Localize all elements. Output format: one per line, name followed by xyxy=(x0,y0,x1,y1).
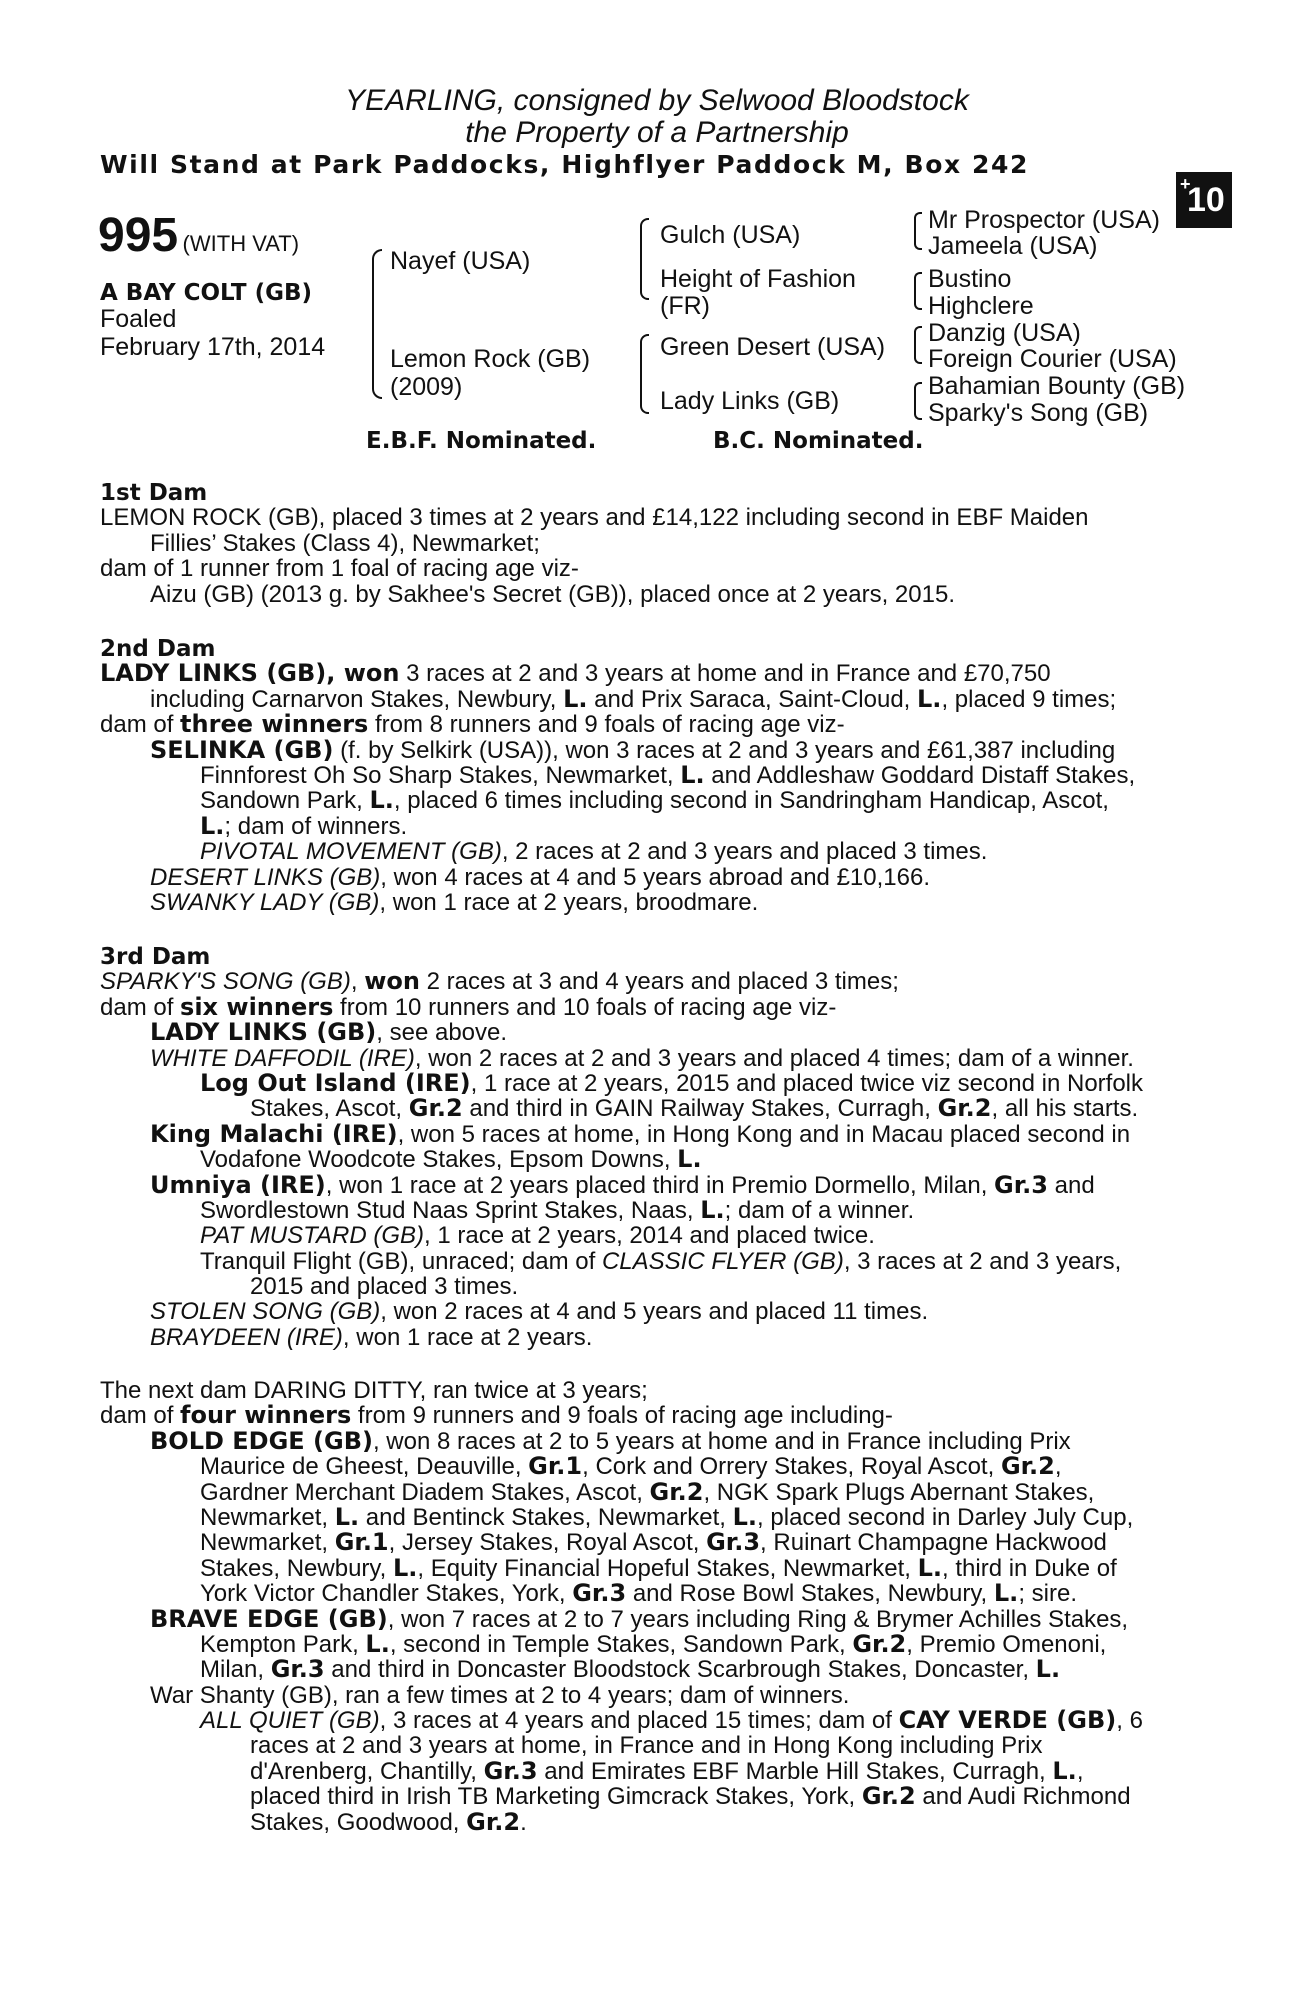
g4-2: Jameela (USA) xyxy=(928,232,1098,260)
ebf-nominated: E.B.F. Nominated. xyxy=(366,428,597,454)
first-dam-line: LEMON ROCK (GB), placed 3 times at 2 years and £14,122 including second in EBF Maiden xyxy=(100,504,1089,532)
dam: Lemon Rock (GB) xyxy=(390,345,591,373)
brace-g4-3 xyxy=(914,326,922,364)
lot-number-block xyxy=(98,208,299,263)
g4-6: Foreign Courier (USA) xyxy=(928,345,1177,373)
pedigree-brace-g1 xyxy=(372,249,382,399)
next-dam-line: races at 2 and 3 years at home, in France and in Hong Kong including Prix xyxy=(250,1732,1043,1760)
next-dam-line xyxy=(100,1426,1204,1455)
first-dam-line: Fillies’ Stakes (Class 4), Newmarket; xyxy=(150,529,540,557)
listed-mark: L. xyxy=(993,1579,1019,1608)
horse-name: LADY LINKS (GB) xyxy=(150,1018,377,1047)
text: , won 8 races at 2 to 5 years at home and in France including Prix xyxy=(372,1427,1071,1455)
listed-mark: L. xyxy=(700,1195,725,1224)
horse-name: BRAVE EDGE (GB) xyxy=(150,1604,388,1633)
group-mark: Gr.2 xyxy=(466,1807,521,1836)
text: Stakes, Goodwood, xyxy=(250,1808,467,1836)
listed-mark: L. xyxy=(1052,1756,1077,1785)
next-dam-line: War Shanty (GB), ran a few times at 2 to 4 years; dam of winners. xyxy=(150,1681,850,1709)
second-dam-section xyxy=(100,636,1204,915)
second-dam-line xyxy=(100,839,1204,864)
text: , won 5 races at home, in Hong Kong and in Macau placed second in xyxy=(397,1120,1131,1148)
next-dam-section xyxy=(100,1378,1204,1835)
text: and Addleshaw Goddard Distaff Stakes, xyxy=(704,761,1136,789)
text: , Jersey Stakes, Royal Ascot, xyxy=(388,1529,707,1557)
brace-g4-1 xyxy=(914,212,922,250)
horse-name: King Malachi (IRE) xyxy=(150,1119,398,1148)
text: Gardner Merchant Diadem Stakes, Ascot, xyxy=(200,1478,650,1506)
listed-mark: L. xyxy=(917,684,942,713)
text: , placed second in Darley July Cup, xyxy=(757,1503,1134,1531)
text: , won 2 races at 2 and 3 years and placed 4 times; dam of a winner. xyxy=(414,1044,1134,1072)
second-dam-line xyxy=(100,684,1204,713)
g4-4: Highclere xyxy=(928,292,1034,320)
horse-name: SPARKY'S SONG (GB) xyxy=(100,968,351,996)
winners-count: four winners xyxy=(180,1401,352,1430)
foaled-label: Foaled xyxy=(100,305,177,333)
sire: Nayef (USA) xyxy=(390,247,531,275)
listed-mark: L. xyxy=(917,1553,943,1582)
second-dam-line xyxy=(100,865,1204,890)
next-dam-line xyxy=(100,1756,1204,1785)
text: , 3 races at 2 and 3 years, xyxy=(843,1247,1122,1275)
third-dam-line xyxy=(100,1223,1204,1248)
text: , 2 races at 2 and 3 years and placed 3 times. xyxy=(501,838,988,866)
next-dam-line: The next dam DARING DITTY, ran twice at 3 years; xyxy=(100,1377,648,1404)
listed-mark: L. xyxy=(200,811,225,840)
text: , 6 xyxy=(1116,1707,1143,1735)
next-dam-line xyxy=(100,1454,1204,1479)
header-property: the Property of a Partnership xyxy=(465,116,849,149)
text: and Audi Richmond xyxy=(915,1783,1131,1811)
lot-vat: (WITH VAT) xyxy=(182,231,300,256)
third-dam-line xyxy=(100,1147,1204,1172)
text: Finnforest Oh So Sharp Stakes, Newmarket, xyxy=(200,761,681,789)
next-dam-line xyxy=(100,1502,1204,1531)
group-mark: Gr.2 xyxy=(861,1782,916,1811)
listed-mark: L. xyxy=(563,684,588,713)
text: and Rose Bowl Stakes, Newbury, xyxy=(626,1580,994,1608)
second-dam-line xyxy=(100,811,1204,840)
third-dam-line xyxy=(100,1195,1204,1224)
text: Milan, xyxy=(200,1656,271,1684)
text: and Bentinck Stakes, Newmarket, xyxy=(359,1503,733,1531)
text: York Victor Chandler Stakes, York, xyxy=(200,1580,573,1608)
group-mark: Gr.3 xyxy=(572,1579,627,1608)
third-dam-line: 2015 and placed 3 times. xyxy=(250,1273,519,1301)
dam-year: (2009) xyxy=(390,373,463,401)
group-mark: Gr.3 xyxy=(270,1655,325,1684)
horse-name: BOLD EDGE (GB) xyxy=(150,1426,373,1455)
bc-nominated: B.C. Nominated. xyxy=(713,428,924,454)
text: Stakes, Ascot, xyxy=(250,1095,409,1123)
text: Swordlestown Stud Naas Sprint Stakes, Naas, xyxy=(200,1196,701,1224)
third-dam-line xyxy=(100,1068,1204,1097)
text: , 1 race at 2 years, 2015 and placed twice viz second in Norfolk xyxy=(470,1069,1144,1097)
selinka-name: SELINKA (GB) xyxy=(150,735,334,764)
next-dam-line xyxy=(100,1807,1204,1836)
third-dam-line xyxy=(100,1020,1204,1045)
listed-mark: L. xyxy=(369,786,394,815)
third-dam-line xyxy=(100,1299,1204,1324)
second-dam-line xyxy=(100,661,1204,686)
text: from 10 runners and 10 foals of racing age viz- xyxy=(333,993,837,1021)
text: and Prix Saraca, Saint-Cloud, xyxy=(587,685,918,713)
text: dam of xyxy=(100,1402,181,1430)
text: dam of xyxy=(100,711,181,739)
text: , NGK Spark Plugs Abernant Stakes, xyxy=(703,1478,1095,1506)
group-mark: Gr.3 xyxy=(994,1170,1048,1199)
third-dam-line xyxy=(100,1170,1204,1199)
third-dam-line xyxy=(100,992,1204,1021)
text: 2 races at 3 and 4 years and placed 3 times; xyxy=(419,968,899,996)
group-mark: Gr.2 xyxy=(937,1094,992,1123)
text: , won 4 races at 4 and 5 years abroad and £10,166. xyxy=(380,863,930,891)
header-location: Will Stand at Park Paddocks, Highflyer Paddock M, Box 242 xyxy=(100,150,1030,179)
horse-name: BRAYDEEN (IRE) xyxy=(150,1323,343,1351)
text: ; dam of winners. xyxy=(224,812,408,840)
next-dam-line xyxy=(100,1581,1204,1606)
text: , third in Duke of xyxy=(942,1554,1117,1582)
g4-1: Mr Prospector (USA) xyxy=(928,206,1160,234)
listed-mark: L. xyxy=(677,1145,702,1174)
listed-mark: L. xyxy=(732,1502,758,1531)
text: Sandown Park, xyxy=(200,787,370,815)
text: 3 races at 2 and 3 years at home and in France and £70,750 xyxy=(399,660,1051,688)
text: , won 1 race at 2 years, broodmare. xyxy=(379,888,759,916)
horse-name: CLASSIC FLYER (GB) xyxy=(601,1247,844,1275)
group-mark: Gr.2 xyxy=(649,1477,704,1506)
text: Stakes, Newbury, xyxy=(200,1554,393,1582)
text: Kempton Park, xyxy=(200,1630,366,1658)
sire-sire: Gulch (USA) xyxy=(660,221,801,249)
next-dam-line xyxy=(100,1477,1204,1506)
second-dam-line xyxy=(100,712,1204,737)
horse-name: SWANKY LADY (GB) xyxy=(150,888,380,916)
third-dam-line xyxy=(100,1325,1204,1350)
next-dam-line xyxy=(100,1708,1204,1733)
first-dam-produce: Aizu (GB) (2013 g. by Sakhee's Secret (GB)), placed once at 2 years, 2015. xyxy=(150,580,955,608)
text: placed third in Irish TB Marketing Gimcrack Stakes, York, xyxy=(250,1783,862,1811)
text: , xyxy=(350,968,365,996)
next-dam-line xyxy=(100,1657,1204,1682)
won-mark: won xyxy=(364,967,420,996)
text: , placed 9 times; xyxy=(941,685,1117,713)
horse-name: Umniya (IRE) xyxy=(150,1170,326,1199)
third-dam-heading: 3rd Dam xyxy=(100,944,211,970)
brace-g4-4 xyxy=(914,382,922,420)
pedigree-brace-dam xyxy=(640,334,649,414)
winners-count: three winners xyxy=(180,710,369,739)
pedigree-brace-sire xyxy=(640,218,649,300)
text: Tranquil Flight (GB), unraced; dam of xyxy=(200,1247,602,1275)
text: , Equity Financial Hopeful Stakes, Newmarket, xyxy=(417,1554,918,1582)
third-dam-line xyxy=(100,1249,1204,1274)
text: from 9 runners and 9 foals of racing age including- xyxy=(351,1402,893,1430)
text: , 3 races at 4 years and placed 15 times; dam of xyxy=(379,1707,899,1735)
badge-plus: + xyxy=(1180,174,1191,194)
third-dam-line xyxy=(100,1046,1204,1071)
text: , won 7 races at 2 to 7 years including Ring & Brymer Achilles Stakes, xyxy=(387,1605,1129,1633)
winners-count: six winners xyxy=(180,992,334,1021)
group-mark: Gr.1 xyxy=(528,1452,583,1481)
text: , xyxy=(1076,1757,1084,1785)
horse-name: Log Out Island (IRE) xyxy=(200,1068,471,1097)
horse-name: PIVOTAL MOVEMENT (GB) xyxy=(200,838,502,866)
text: (f. by Selkirk (USA)), won 3 races at 2 and 3 years and £61,387 including xyxy=(333,736,1116,764)
text: ; dam of a winner. xyxy=(724,1196,915,1224)
third-dam-line xyxy=(100,969,1204,994)
text: , Ruinart Champagne Hackwood xyxy=(760,1529,1107,1557)
text: and third in GAIN Railway Stakes, Curragh, xyxy=(462,1095,938,1123)
header-consignor: YEARLING, consigned by Selwood Bloodstock xyxy=(345,84,969,117)
listed-mark: L. xyxy=(680,760,705,789)
text: , xyxy=(1054,1453,1062,1481)
text: from 8 runners and 9 foals of racing age viz- xyxy=(368,711,845,739)
third-dam-line xyxy=(100,1119,1204,1148)
next-dam-line xyxy=(100,1784,1204,1809)
text: , 1 race at 2 years, 2014 and placed twice. xyxy=(424,1222,875,1250)
text: Newmarket, xyxy=(200,1503,335,1531)
next-dam-line xyxy=(100,1629,1204,1658)
horse-name: STOLEN SONG (GB) xyxy=(150,1298,381,1326)
group-mark: Gr.2 xyxy=(852,1629,907,1658)
group-mark: Gr.1 xyxy=(334,1528,389,1557)
text: , see above. xyxy=(376,1019,508,1047)
lot-badge xyxy=(1176,172,1232,228)
text: , won 1 race at 2 years placed third in Premio Dormello, Milan, xyxy=(325,1171,995,1199)
g4-7: Bahamian Bounty (GB) xyxy=(928,372,1186,400)
horse-name: PAT MUSTARD (GB) xyxy=(200,1222,424,1250)
text: Newmarket, xyxy=(200,1529,335,1557)
lot-name: A BAY COLT (GB) xyxy=(100,280,313,306)
listed-mark: L. xyxy=(334,1502,360,1531)
lady-links-name: LADY LINKS (GB), won xyxy=(100,659,400,688)
third-dam-line xyxy=(100,1096,1204,1121)
text: . xyxy=(520,1808,527,1836)
listed-mark: L. xyxy=(365,1629,390,1658)
second-dam-line xyxy=(100,735,1204,764)
text: including Carnarvon Stakes, Newbury, xyxy=(150,685,564,713)
text: and xyxy=(1047,1171,1095,1199)
horse-name: WHITE DAFFODIL (IRE) xyxy=(150,1044,415,1072)
second-dam-heading: 2nd Dam xyxy=(100,636,216,662)
second-dam-line xyxy=(100,760,1204,789)
text: Maurice de Gheest, Deauville, xyxy=(200,1453,529,1481)
group-mark: Gr.2 xyxy=(1000,1452,1055,1481)
second-dam-line xyxy=(100,890,1204,915)
g4-8: Sparky's Song (GB) xyxy=(928,399,1149,427)
sire-dam: Height of Fashion xyxy=(660,265,856,293)
text: dam of xyxy=(100,993,181,1021)
horse-name: DESERT LINKS (GB) xyxy=(150,863,381,891)
lot-number: 995 xyxy=(98,209,179,262)
text: and third in Doncaster Bloodstock Scarbrough Stakes, Doncaster, xyxy=(324,1656,1036,1684)
text: ; sire. xyxy=(1018,1580,1077,1608)
text: , second in Temple Stakes, Sandown Park, xyxy=(389,1630,853,1658)
next-dam-line xyxy=(100,1530,1204,1555)
sire-dam-country: (FR) xyxy=(660,292,710,320)
text: d'Arenberg, Chantilly, xyxy=(250,1757,484,1785)
first-dam-line: dam of 1 runner from 1 foal of racing age viz- xyxy=(100,555,579,583)
listed-mark: L. xyxy=(392,1553,418,1582)
third-dam-section xyxy=(100,944,1204,1350)
next-dam-line xyxy=(100,1604,1204,1633)
text: , won 2 races at 4 and 5 years and placed 11 times. xyxy=(380,1298,929,1326)
text: , Premio Omenoni, xyxy=(906,1630,1107,1658)
listed-mark: L. xyxy=(1035,1655,1061,1684)
second-dam-line xyxy=(100,788,1204,813)
brace-g4-2 xyxy=(914,272,922,310)
dam-sire: Green Desert (USA) xyxy=(660,333,886,361)
text: , all his starts. xyxy=(991,1095,1139,1123)
text: , won 1 race at 2 years. xyxy=(342,1323,593,1351)
g4-5: Danzig (USA) xyxy=(928,319,1081,347)
group-mark: Gr.2 xyxy=(408,1094,463,1123)
foaled-date: February 17th, 2014 xyxy=(100,333,326,361)
group-mark: Gr.3 xyxy=(706,1528,761,1557)
text: , Cork and Orrery Stakes, Royal Ascot, xyxy=(582,1453,1001,1481)
horse-name: CAY VERDE (GB) xyxy=(898,1706,1117,1735)
dam-dam: Lady Links (GB) xyxy=(660,387,840,415)
next-dam-line xyxy=(100,1553,1204,1582)
text: , placed 6 times including second in Sandringham Handicap, Ascot, xyxy=(393,787,1109,815)
g4-3: Bustino xyxy=(928,265,1012,293)
next-dam-line xyxy=(100,1403,1204,1428)
badge-number: 10 xyxy=(1187,181,1225,219)
first-dam-heading: 1st Dam xyxy=(100,480,208,506)
horse-name: ALL QUIET (GB) xyxy=(200,1707,380,1735)
first-dam-section xyxy=(100,480,1204,607)
text: Vodafone Woodcote Stakes, Epsom Downs, xyxy=(200,1146,678,1174)
group-mark: Gr.3 xyxy=(483,1756,538,1785)
text: and Emirates EBF Marble Hill Stakes, Curragh, xyxy=(537,1757,1053,1785)
